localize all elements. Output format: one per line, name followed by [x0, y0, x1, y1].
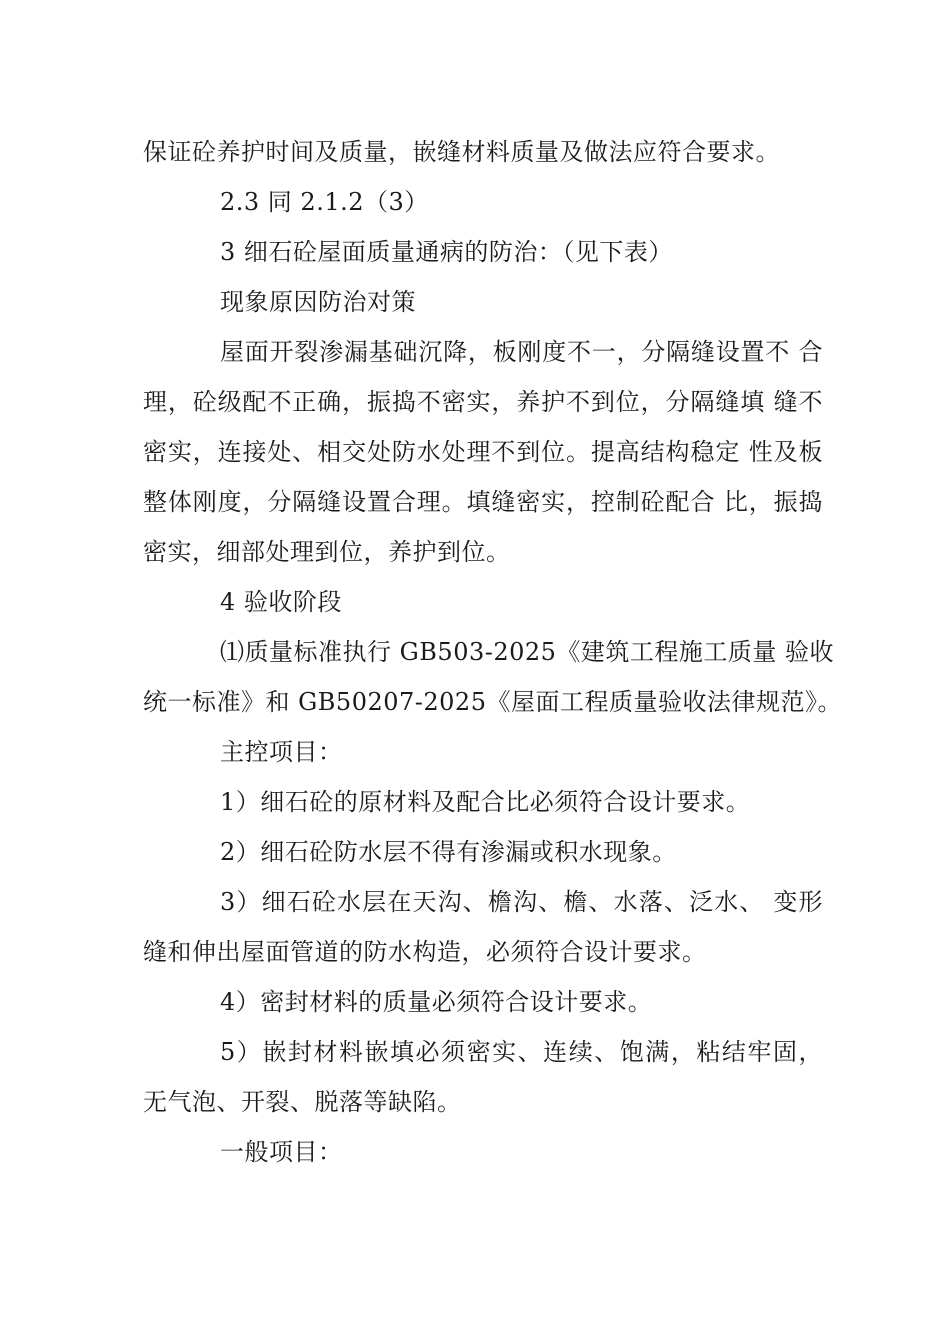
text-line-18: 4）密封材料的质量必须符合设计要求。 [220, 988, 653, 1016]
text-line-2: 2.3 同 2.1.2（3） [220, 188, 429, 216]
text-line-21: 一般项目： [220, 1138, 343, 1166]
text-line-19: 5）嵌封材料嵌填必须密实、连续、饱满，粘结牢固， [220, 1038, 823, 1066]
text-line-3: 3 细石砼屋面质量通病的防治：（见下表） [220, 238, 673, 266]
text-line-11: ⑴质量标准执行 GB503-2025《建筑工程施工质量 验收 [220, 638, 835, 666]
text-line-6: 理，砼级配不正确，振捣不密实，养护不到位，分隔缝填 缝不 [143, 388, 823, 416]
text-line-9: 密实，细部处理到位，养护到位。 [143, 538, 511, 566]
text-line-13: 主控项目： [220, 738, 343, 766]
text-line-16: 3）细石砼水层在天沟、檐沟、檐、水落、泛水、 变形 [220, 888, 823, 916]
text-line-20: 无气泡、开裂、脱落等缺陷。 [143, 1088, 462, 1116]
text-line-4: 现象原因防治对策 [220, 288, 416, 316]
text-line-12: 统一标准》和 GB50207-2025《屋面工程质量验收法律规范》。 [143, 688, 842, 716]
text-line-14: 1）细石砼的原材料及配合比必须符合设计要求。 [220, 788, 751, 816]
text-line-8: 整体刚度，分隔缝设置合理。填缝密实，控制砼配合 比，振捣 [143, 488, 823, 516]
text-line-17: 缝和伸出屋面管道的防水构造，必须符合设计要求。 [143, 938, 707, 966]
text-line-1: 保证砼养护时间及质量，嵌缝材料质量及做法应符合要求。 [143, 138, 780, 166]
text-line-5: 屋面开裂渗漏基础沉降，板刚度不一，分隔缝设置不 合 [220, 338, 823, 366]
text-line-7: 密实，连接处、相交处防水处理不到位。提高结构稳定 性及板 [143, 438, 823, 466]
text-line-15: 2）细石砼防水层不得有渗漏或积水现象。 [220, 838, 677, 866]
text-line-10: 4 验收阶段 [220, 588, 342, 616]
